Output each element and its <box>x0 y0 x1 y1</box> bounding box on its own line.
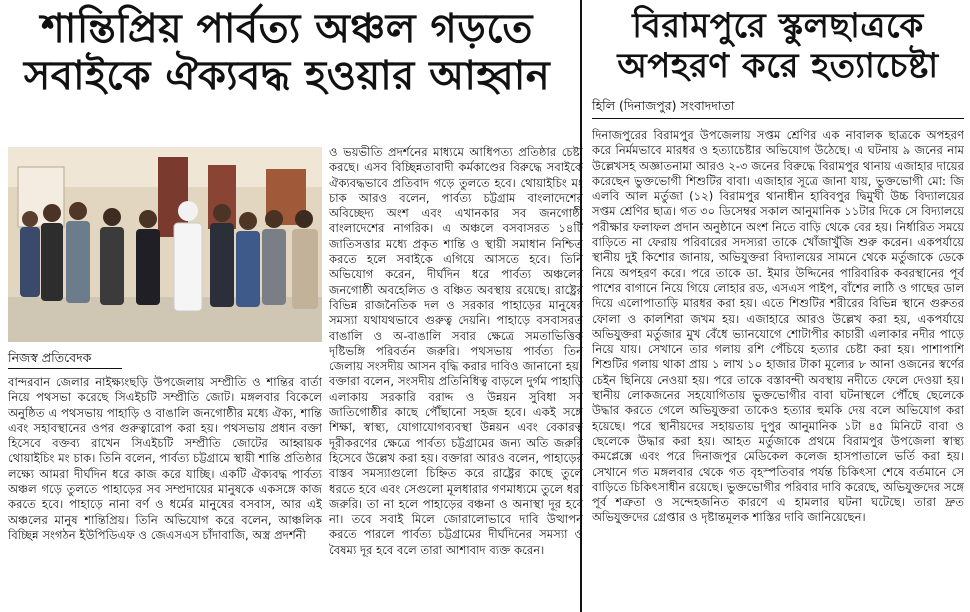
group-photo <box>8 147 322 342</box>
byline-right: হিলি (দিনাজপুর) সংবাদদাতা <box>592 98 735 113</box>
article-left-column-2: ও ভয়ভীতি প্রদর্শনের মাধ্যমে আধিপত্য প্রতিষ্ঠার চেষ্টা করছে। এসব বিচ্ছিন্নতাবাদী কর্মকাণ্ডের বিরুদ্ধে সবাইকে ঐক্যবদ্ধভাবে প্রতিবাদ গড়ে তুলতে হবে। থোয়াইচিং মং চাক আরও বলেন, পার্বত্য চট্টগ্রাম বাংলাদেশের অবিচ্ছেদ্য অংশ এবং এখানকার সব জনগোষ্ঠী বাংলাদেশের নাগরিক। এ অঞ্চলে বসবাসরত ১৪টি জাতিসত্তার মধ্যে প্রকৃত শান্তি ও স্থায়ী সমাধান নিশ্চিত করতে হলে সবাইকে এগিয়ে আসতে হবে। তিনি অভিযোগ করেন, দীর্ঘদিন ধরে পার্বত্য অঞ্চলের জনগোষ্ঠী অবহেলিত ও বঞ্চিত অবস্থায় রয়েছে। রাষ্ট্রের বিভিন্ন রাজনৈতিক দল ও সরকার পাহাড়ের মানুষের সমস্যা যথাযথভাবে গুরুত্ব দেয়নি। পাহাড়ে বসবাসরত বাঙালি ও অ-বাঙালি সবার ক্ষেত্রে সমতাভিত্তিক দৃষ্টিভঙ্গি পরিবর্তন জরুরি। পথসভায় পার্বত্য তিন জেলায় সংসদীয় আসন বৃদ্ধি করার দাবিও জানানো হয়। বক্তারা বলেন, সংসদীয় প্রতিনিধিত্ব বাড়লে দুর্গম পাহাড়ি এলাকায় সরকারি বরাদ্দ ও উন্নয়ন সুবিধা সব জাতিগোষ্ঠীর কাছে পৌঁছানো সহজ হবে। একই সঙ্গে শিক্ষা, স্বাস্থ্য, যোগাযোগব্যবস্থা উন্নয়ন এবং বেকারত্ব দূরীকরণের ক্ষেত্রে পার্বত্য চট্টগ্রামের জন্য অতি জরুরি হিসেবে উল্লেখ করা হয়। বক্তারা আরও বলেন, পাহাড়ের বাস্তব সমস্যাগুলো চিহ্নিত করে রাষ্ট্রের কাছে তুলে ধরতে হবে এবং সেগুলো মূলধারার গণমাধ্যমে তুলে ধরা জরুরি। তা না হলে পাহাড়ের বঞ্চনা ও অনাস্থা দূর হবে না। তবে সবাই মিলে জোরালোভাবে দাবি উত্থাপন করতে পারলে পার্বত্য চট্টগ্রামের দীর্ঘদিনের সমস্যা ও বৈষম্য দূর হবে বলে তারা আশাবাদ ব্যক্ত করেন। <box>329 145 583 557</box>
byline-underline-right <box>592 118 964 119</box>
article-right-body: দিনাজপুরের বিরামপুর উপজেলায় সপ্তম শ্রেণির এক নাবালক ছাত্রকে অপহরণ করে নির্মমভাবে মারধর ও হত্যাচেষ্টার অভিযোগ উঠেছে। এ ঘটনায় ৯ জনের নাম উল্লেখসহ অজ্ঞাতনামা আরও ২-৩ জনের বিরুদ্ধে বিরামপুর থানায় এজাহার দায়ের করেছেন ভুক্তভোগী শিশুটির বাবা। এজাহার সূত্রে জানা যায়, ভুক্তভোগী মো: জি এলবি আল মর্তুজা (১২) বিরামপুর থানাধীন হাবিবপুর দ্বিমুখী উচ্চ বিদ্যালয়ের সপ্তম শ্রেণির ছাত্র। গত ৩০ ডিসেম্বর সকাল আনুমানিক ১১টার দিকে সে বিদ্যালয়ে পরীক্ষার ফলাফল প্রদান অনুষ্ঠানে অংশ নিতে বাড়ি থেকে বের হয়। নির্ধারিত সময়ে বাড়িতে না ফেরায় পরিবারের সদস্যরা তাকে খোঁজাখুঁজি শুরু করেন। একপর্যায়ে স্থানীয় দুই কিশোর জানায়, অভিযুক্তরা বিদ্যালয়ের সামনে থেকে মর্তুজাকে ডেকে নিয়ে অপহরণ করে। পরে তাকে ডা. ইমার উদ্দিনের পারিবারিক কবরস্থানের পূর্ব পাশের বাগানে নিয়ে গিয়ে লোহার রড, এসএস পাইপ, বাঁশের লাঠি ও গাছের ডাল দিয়ে এলোপাতাড়ি মারধর করা হয়। এতে শিশুটির শরীরের বিভিন্ন স্থানে গুরুতর ফোলা ও কালশিরা জখম হয়। এজাহারে আরও উল্লেখ করা হয়, একপর্যায়ে অভিযুক্তরা মর্তুজার মুখ বেঁধে ভ্যানযোগে শোটাপীর কাচারী এলাকার নদীর পাড়ে নিয়ে যায়। সেখানে তার গলায় রশি পেঁচিয়ে হত্যার চেষ্টা করা হয়। পাশাপাশি শিশুটির গলায় থাকা প্রায় ১ লাখ ১০ হাজার টাকা মূল্যের ৮ আনা ওজনের স্বর্ণের চেইন ছিনিয়ে নেওয়া হয়। পরে তাকে বস্তাবন্দী অবস্থায় নদীতে ফেলে দেওয়া হয়। স্থানীয় লোকজনের সহযোগিতায় ভুক্তভোগীর বাবা ঘটনাস্থলে পৌঁছে ছেলেকে উদ্ধার করতে গেলে অভিযুক্তরা তাকেও হত্যার হুমকি দেয় বলে অভিযোগ করা হয়েছে। পরে স্থানীয়দের সহায়তায় দুপুর আনুমানিক ১টা ৪৫ মিনিটে বাবা ও ছেলেকে উদ্ধার করা হয়। আহত মর্তুজাকে প্রথমে বিরামপুর উপজেলা স্বাস্থ্য কমপ্লেক্সে এবং পরে দিনাজপুর মেডিকেল কলেজ হাসপাতালে ভর্তি করা হয়। সেখানে গত মঙ্গলবার থেকে গত বৃহস্পতিবার পর্যন্ত চিকিৎসা শেষে বর্তমানে সে বাড়িতে চিকিৎসাধীন রয়েছে। ভুক্তভোগীর পরিবার দাবি করেছে, অভিযুক্তদের সঙ্গে পূর্ব শত্রুতা ও সন্দেহজনিত কারণে এ হামলার ঘটনা ঘটেছে। তারা দ্রুত অভিযুক্তদের গ্রেপ্তার ও দৃষ্টান্তমূলক শাস্তির দাবি জানিয়েছেন। <box>592 128 964 525</box>
byline-left: নিজস্ব প্রতিবেদক <box>8 350 92 365</box>
byline-underline-left <box>8 368 122 369</box>
headline-abduction-article: বিরামপুরে স্কুলছাত্রকে অপহরণ করে হত্যাচেষ্টা <box>617 6 939 87</box>
headline-peace-article: শান্তিপ্রিয় পার্বত্য অঞ্চল গড়তে সবাইকে ঐক্যবদ্ধ হওয়ার আহ্বান <box>23 6 551 100</box>
article-left-column-1: বান্দরবান জেলার নাইক্ষ্যংছড়ি উপজেলায় সম্প্রীতি ও শান্তির বার্তা নিয়ে পথসভা করেছে সিএইচটি সম্প্রীতি জোট। মঙ্গলবার বিকেলে অনুষ্ঠিত এ পথসভায় পাহাড়ি ও বাঙালি জনগোষ্ঠীর মধ্যে ঐক্য, শান্তি এবং সহাবস্থানের ওপর গুরুত্বারোপ করা হয়। পথসভায় প্রধান বক্তা হিসেবে বক্তব্য রাখেন সিএইচটি সম্প্রীতি জোটের আহ্বায়ক থোয়াইচিং মং চাক। তিনি বলেন, পার্বত্য চট্টগ্রামে স্থায়ী শান্তি প্রতিষ্ঠার লক্ষ্যে আমরা দীর্ঘদিন ধরে কাজ করে যাচ্ছি। একটি ঐক্যবদ্ধ পার্বত্য অঞ্চল গড়ে তুলতে পাহাড়ের সব সম্প্রদায়ের মানুষকে একসঙ্গে কাজ করতে হবে। পাহাড়ে নানা বর্ণ ও ধর্মের মানুষের বসবাস, আর এই অঞ্চলের মানুষ শান্তিপ্রিয়। তিনি অভিযোগ করে বলেন, আঞ্চলিক বিচ্ছিন্ন সংগঠন ইউপিডিএফ ও জেএসএস চাঁদাবাজি, অস্ত্র প্রদর্শনী <box>8 375 322 542</box>
